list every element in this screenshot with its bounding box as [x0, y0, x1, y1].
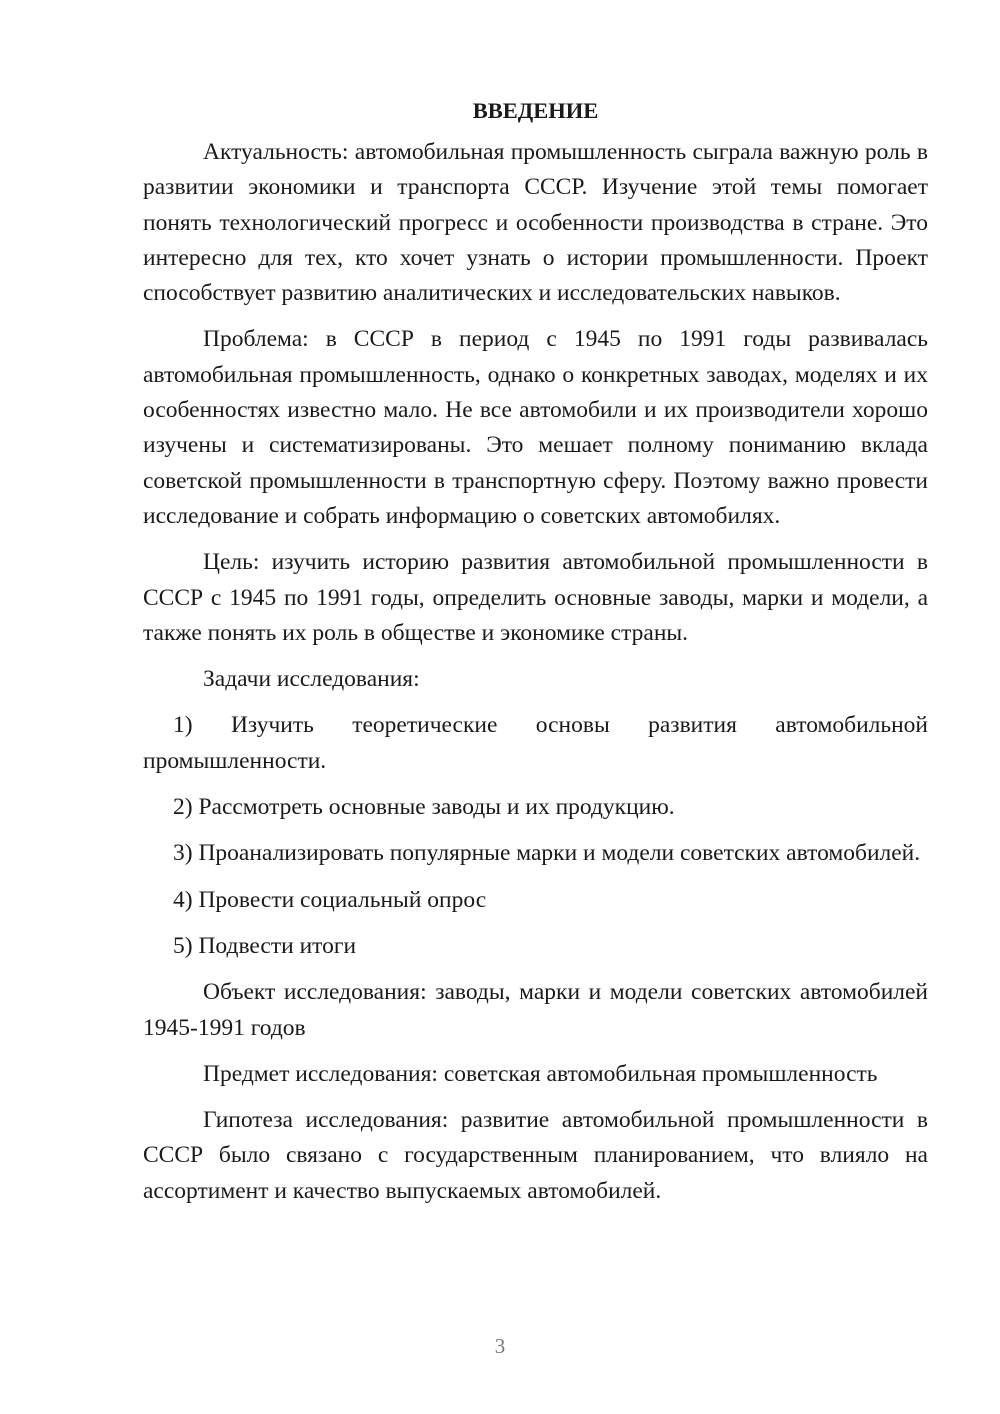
paragraph-goal: Цель: изучить историю развития автомобильной промышленности в СССР с 1945 по 1991 годы, определить основные заводы, марки и модели, а также понять их роль в обществе и экономике страны. [143, 549, 928, 646]
paragraph-problem: Проблема: в СССР в период с 1945 по 1991 годы развивалась автомобильная промышленность, однако о конкретных заводах, моделях и их особенностях известно мало. Не все автомобили и их производители хорошо изучены и систематизированы. Это мешает полному пониманию вклада советской промышленности в транспортную сферу. Поэтому важно провести исследование и собрать информацию о советских автомобилях. [143, 326, 928, 529]
paragraph-relevance: Актуальность: автомобильная промышленность сыграла важную роль в развитии экономики и транспорта СССР. Изучение этой темы помогает понять технологический прогресс и особенности производства в стране. Это интересно для тех, кто хочет узнать о истории промышленности. Проект способствует развитию аналитических и исследовательских навыков. [143, 139, 928, 307]
paragraph-object: Объект исследования: заводы, марки и модели советских автомобилей 1945-1991 годов [143, 979, 928, 1041]
task-item-1: 1) Изучить теоретические основы развития автомобильной промышленности. [143, 712, 928, 774]
paragraph-hypothesis: Гипотеза исследования: развитие автомобильной промышленности в СССР было связано с государственным планированием, что влияло на ассортимент и качество выпускаемых автомобилей. [143, 1107, 928, 1204]
page-number: 3 [494, 1334, 506, 1358]
task-item-3: 3) Проанализировать популярные марки и модели советских автомобилей. [173, 840, 921, 867]
task-item-5: 5) Подвести итоги [173, 932, 357, 959]
document-page [143, 95, 928, 1220]
page-title: ВВЕДЕНИЕ [472, 98, 599, 123]
tasks-heading: Задачи исследования: [203, 666, 420, 693]
task-item-4: 4) Провести социальный опрос [173, 886, 487, 913]
paragraph-subject: Предмет исследования: советская автомобильная промышленность [203, 1060, 878, 1087]
task-item-2: 2) Рассмотреть основные заводы и их продукцию. [173, 794, 675, 821]
